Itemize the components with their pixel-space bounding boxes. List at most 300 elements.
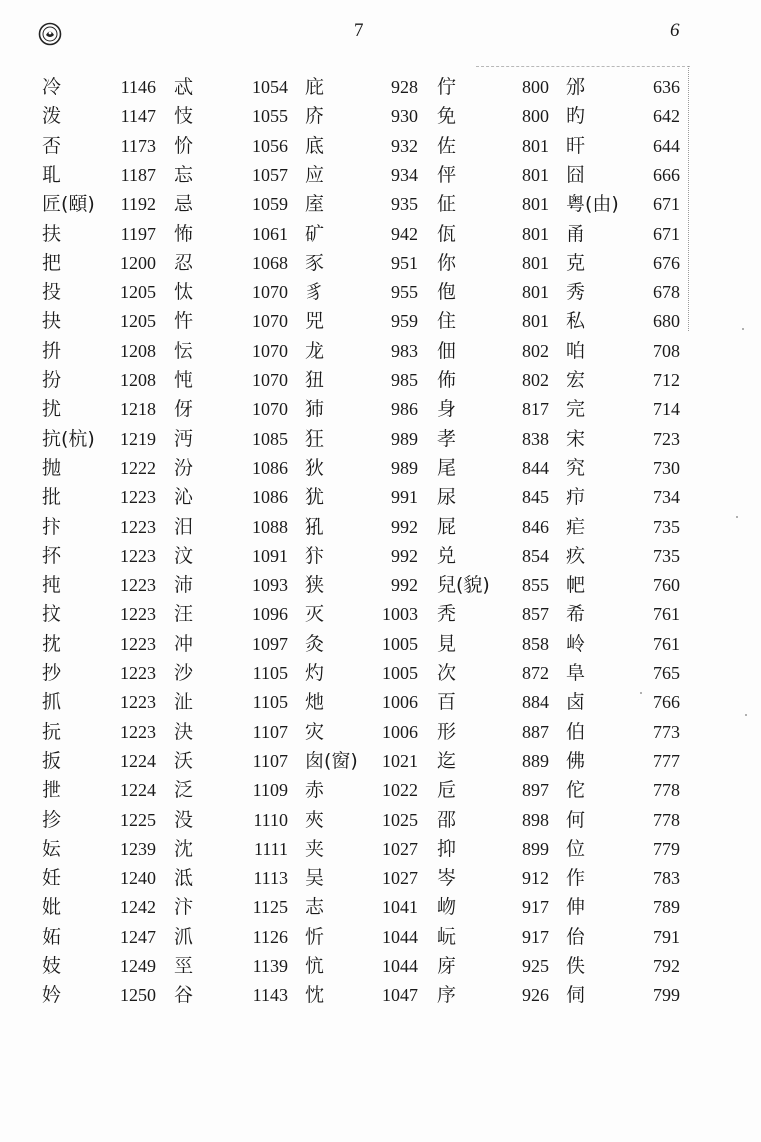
index-character: 狄 [305,457,325,479]
index-character: 佂 [437,193,457,215]
index-page-number: 1070 [252,341,288,361]
index-page-number: 992 [391,546,418,566]
index-page-number: 1239 [120,839,156,859]
index-page-number: 1218 [120,399,156,419]
index-page-number: 773 [653,722,680,742]
index-page-number: 666 [653,165,680,185]
index-character: 犼 [305,516,325,538]
index-character: 批 [42,486,62,508]
index-character: 兑 [437,545,457,567]
index-character: 犹 [305,486,325,508]
index-page-number: 1109 [252,780,288,800]
index-page-number: 1125 [252,897,288,917]
index-character: 邵 [437,809,457,831]
index-page-number: 792 [653,956,680,976]
index-page-number: 1107 [252,751,288,771]
index-character: 庌 [437,955,457,977]
index-character: 犿 [305,545,325,567]
index-page-number: 1027 [382,868,418,888]
index-character: 伯 [566,721,586,743]
index-character: 抴 [42,779,62,801]
index-row [0,160,761,190]
index-character: 泼 [42,105,62,127]
index-row [0,599,761,629]
index-character: 佛 [566,750,586,772]
index-page-number: 942 [391,224,418,244]
index-page-number: 1047 [382,985,418,1005]
index-character: 龙 [305,340,325,362]
index-row [0,863,761,893]
character-index-table [0,72,761,1008]
index-page-number: 671 [653,224,680,244]
index-character: 兒(貌) [437,574,490,596]
index-page-number: 925 [522,956,549,976]
index-character: 沠 [174,926,194,948]
index-character: 佐 [437,135,457,157]
index-page-number: 760 [653,575,680,595]
index-page-number: 766 [653,692,680,712]
index-character: 岭 [566,633,586,655]
index-character: 志 [305,896,325,918]
index-page-number: 899 [522,839,549,859]
index-row [0,892,761,922]
index-character: 沛 [174,574,194,596]
index-page-number: 789 [653,897,680,917]
index-page-number: 1223 [120,692,156,712]
index-character: 何 [566,809,586,831]
index-row [0,277,761,307]
index-page-number: 917 [522,897,549,917]
index-row [0,219,761,249]
index-character: 汨 [174,516,194,538]
index-page-number: 1111 [254,839,288,859]
index-page-number: 872 [522,663,549,683]
index-page-number: 801 [522,224,549,244]
index-character: 夾 [305,809,325,831]
page-header [0,18,761,48]
index-row [0,658,761,688]
index-character: 伢 [174,398,194,420]
index-character: 汴 [174,896,194,918]
index-character: 囧 [566,164,586,186]
index-page-number: 1192 [120,194,156,214]
index-page-number: 1113 [253,868,288,888]
index-page-number: 930 [391,106,418,126]
index-page-number: 932 [391,136,418,156]
index-page-number: 802 [522,370,549,390]
index-page-number: 884 [522,692,549,712]
index-page-number: 636 [653,77,680,97]
index-page-number: 761 [653,634,680,654]
index-character: 伻 [437,164,457,186]
index-character: 扰 [42,398,62,420]
index-character: 沚 [174,691,194,713]
index-page-number: 1086 [252,458,288,478]
scan-speck [745,714,747,716]
index-character: 底 [305,135,325,157]
circular-seal-icon [38,22,62,46]
index-page-number: 1139 [252,956,288,976]
index-character: 沁 [174,486,194,508]
index-character: 見 [437,633,457,655]
index-character: 妘 [42,838,62,860]
index-page-number: 779 [653,839,680,859]
index-character: 克 [566,252,586,274]
index-character: 妗 [42,984,62,1006]
index-character: 吴 [305,867,325,889]
index-page-number: 926 [522,985,549,1005]
index-character: 希 [566,603,586,625]
index-character: 谷 [174,984,194,1006]
index-page-number: 1006 [382,692,418,712]
index-character: 忌 [174,193,194,215]
index-row [0,687,761,717]
index-character: 忲 [174,281,194,303]
index-character: 抆 [42,603,62,625]
index-page-number: 1249 [120,956,156,976]
index-page-number: 817 [522,399,549,419]
index-page-number: 676 [653,253,680,273]
index-page-number: 844 [522,458,549,478]
index-character: 抮 [42,809,62,831]
index-page-number: 912 [522,868,549,888]
index-page-number: 1025 [382,810,418,830]
index-character: 囱(窗) [305,750,358,772]
index-character: 没 [174,809,194,831]
index-page-number: 761 [653,604,680,624]
index-page-number: 1250 [120,985,156,1005]
index-row [0,101,761,131]
index-page-number: 955 [391,282,418,302]
top-scan-rule [476,66,690,67]
index-character: 庇 [305,76,325,98]
index-character: 沈 [174,838,194,860]
index-character: 灸 [305,633,325,655]
index-character: 決 [174,721,194,743]
index-page-number: 855 [522,575,549,595]
index-page-number: 1091 [252,546,288,566]
index-page-number: 1147 [120,106,156,126]
index-character: 妬 [42,926,62,948]
index-character: 㕷 [566,340,586,362]
index-page-number: 1110 [253,810,288,830]
index-page-number: 801 [522,136,549,156]
index-row [0,775,761,805]
index-page-number: 1068 [252,253,288,273]
index-character: 宋 [566,428,586,450]
index-page-number: 1070 [252,311,288,331]
index-character: 灺 [305,691,325,713]
index-page-number: 1223 [120,634,156,654]
index-character: 汶 [174,545,194,567]
index-page-number: 800 [522,106,549,126]
index-character: 尿 [437,486,457,508]
index-page-number: 1223 [120,575,156,595]
index-character: 巠 [174,955,194,977]
index-row [0,805,761,835]
index-page-number: 951 [391,253,418,273]
index-character: 沙 [174,662,194,684]
index-character: 住 [437,310,457,332]
index-page-number: 989 [391,429,418,449]
index-character: 次 [437,662,457,684]
index-page-number: 1208 [120,341,156,361]
index-page-number: 992 [391,575,418,595]
index-page-number: 889 [522,751,549,771]
index-row [0,306,761,336]
index-character: 疚 [566,545,586,567]
index-character: 百 [437,691,457,713]
index-page-number: 991 [391,487,418,507]
index-character: 狃 [305,369,325,391]
index-character: 夹 [305,838,325,860]
index-page-number: 1059 [252,194,288,214]
index-character: 忳 [174,369,194,391]
index-page-number: 1027 [382,839,418,859]
index-character: 宏 [566,369,586,391]
index-page-number: 1055 [252,106,288,126]
index-page-number: 678 [653,282,680,302]
index-character: 抉 [42,310,62,332]
index-row [0,453,761,483]
index-character: 佚 [566,955,586,977]
index-page-number: 1247 [120,927,156,947]
index-character: 忒 [174,76,194,98]
index-page-number: 1223 [120,546,156,566]
index-character: 忻 [305,926,325,948]
index-page-number: 992 [391,517,418,537]
index-page-number: 1085 [252,429,288,449]
index-character: 疟 [566,516,586,538]
index-character: 忱 [305,984,325,1006]
index-row [0,336,761,366]
index-character: 忮 [174,105,194,127]
index-character: 岉 [437,896,457,918]
index-character: 尾 [437,457,457,479]
index-page-number: 1143 [252,985,288,1005]
index-row [0,365,761,395]
index-character: 忤 [174,310,194,332]
index-page-number: 778 [653,780,680,800]
index-page-number: 735 [653,546,680,566]
index-page-number: 1219 [120,429,156,449]
index-page-number: 1224 [120,780,156,800]
index-character: 佤 [437,223,457,245]
index-page-number: 1044 [382,927,418,947]
index-character: 佁 [566,926,586,948]
index-row [0,512,761,542]
index-page-number: 928 [391,77,418,97]
index-page-number: 671 [653,194,680,214]
index-page-number: 791 [653,927,680,947]
index-page-number: 777 [653,751,680,771]
index-character: 抗(杭) [42,428,95,450]
index-page-number: 735 [653,517,680,537]
index-page-number: 959 [391,311,418,331]
index-page-number: 934 [391,165,418,185]
index-character: 扳 [42,750,62,772]
index-character: 扽 [42,574,62,596]
index-page-number: 802 [522,341,549,361]
index-page-number: 801 [522,311,549,331]
index-character: 妣 [42,896,62,918]
index-page-number: 1173 [120,136,156,156]
index-page-number: 1223 [120,663,156,683]
index-character: 抏 [42,721,62,743]
index-page-number: 854 [522,546,549,566]
index-row [0,72,761,102]
index-character: 匠(頤) [42,193,95,215]
index-page-number: 1187 [120,165,156,185]
index-page-number: 985 [391,370,418,390]
scan-speck [736,516,738,518]
index-character: 抍 [42,340,62,362]
index-character: 抌 [42,633,62,655]
index-page-number: 986 [391,399,418,419]
index-page-number: 1097 [252,634,288,654]
index-character: 免 [437,105,457,127]
index-character: 冷 [42,76,62,98]
index-row [0,131,761,161]
index-character: 灼 [305,662,325,684]
index-page-number: 801 [522,282,549,302]
index-character: 妓 [42,955,62,977]
index-page-number: 1044 [382,956,418,976]
index-character: 佇 [437,76,457,98]
index-character: 序 [437,984,457,1006]
index-character: 伸 [566,896,586,918]
index-character: 身 [437,398,457,420]
index-page-number: 1070 [252,370,288,390]
index-page-number: 857 [522,604,549,624]
index-page-number: 783 [653,868,680,888]
index-character: 岏 [437,926,457,948]
index-page-number: 799 [653,985,680,1005]
index-character: 灭 [305,603,325,625]
index-character: 沃 [174,750,194,772]
index-page-number: 642 [653,106,680,126]
index-character: 佗 [566,779,586,801]
index-page-number: 1223 [120,517,156,537]
index-character: 汾 [174,457,194,479]
index-character: 抄 [42,662,62,684]
index-row [0,922,761,952]
index-page-number: 723 [653,429,680,449]
index-character: 秀 [566,281,586,303]
index-page-number: 680 [653,311,680,331]
index-character: 作 [566,867,586,889]
index-character: 旳 [566,105,586,127]
index-row [0,834,761,864]
index-page-number: 1200 [120,253,156,273]
index-page-number: 845 [522,487,549,507]
index-character: 你 [437,252,457,274]
index-character: 邠 [566,76,586,98]
index-page-number: 1041 [382,897,418,917]
index-character: 应 [305,164,325,186]
index-page-number: 1005 [382,663,418,683]
index-character: 阜 [566,662,586,684]
page-number: 7 [354,20,364,41]
index-page-number: 1242 [120,897,156,917]
index-page-number: 1223 [120,722,156,742]
index-page-number: 1240 [120,868,156,888]
index-character: 忍 [174,252,194,274]
index-page-number: 1222 [120,458,156,478]
index-page-number: 800 [522,77,549,97]
index-page-number: 897 [522,780,549,800]
index-character: 抑 [437,838,457,860]
index-character: 佨 [437,281,457,303]
index-row [0,951,761,981]
index-character: 扶 [42,223,62,245]
index-character: 抓 [42,691,62,713]
index-character: 抔 [42,545,62,567]
index-character: 形 [437,721,457,743]
index-row [0,541,761,571]
index-character: 帊 [566,574,586,596]
index-row [0,570,761,600]
index-page-number: 1021 [382,751,418,771]
index-row [0,717,761,747]
index-page-number: 801 [522,194,549,214]
index-character: 屁 [437,516,457,538]
index-character: 疖 [566,486,586,508]
index-character: 秃 [437,603,457,625]
index-character: 究 [566,457,586,479]
index-character: 私 [566,310,586,332]
index-character: 犻 [305,398,325,420]
index-character: 佃 [437,340,457,362]
index-character: 矿 [305,223,325,245]
index-character: 完 [566,398,586,420]
index-character: 沔 [174,428,194,450]
index-page-number: 1003 [382,604,418,624]
index-page-number: 1126 [252,927,288,947]
index-row [0,394,761,424]
index-page-number: 765 [653,663,680,683]
index-character: 冲 [174,633,194,655]
index-row [0,629,761,659]
index-page-number: 1224 [120,751,156,771]
index-character: 佈 [437,369,457,391]
index-page-number: 1070 [252,399,288,419]
index-page-number: 1105 [252,663,288,683]
index-page-number: 778 [653,810,680,830]
index-page-number: 1057 [252,165,288,185]
index-character: 忼 [305,955,325,977]
index-page-number: 898 [522,810,549,830]
index-page-number: 1223 [120,487,156,507]
index-character: 赤 [305,779,325,801]
index-character: 否 [42,135,62,157]
index-character: 把 [42,252,62,274]
index-page-number: 1070 [252,282,288,302]
index-page-number: 1146 [120,77,156,97]
index-page-number: 1105 [252,692,288,712]
index-page-number: 983 [391,341,418,361]
index-page-number: 1096 [252,604,288,624]
index-character: 狂 [305,428,325,450]
index-page-number: 1054 [252,77,288,97]
index-page-number: 712 [653,370,680,390]
index-page-number: 801 [522,165,549,185]
index-character: 汪 [174,603,194,625]
index-page-number: 1205 [120,311,156,331]
index-character: 妊 [42,867,62,889]
index-row [0,482,761,512]
index-row [0,746,761,776]
